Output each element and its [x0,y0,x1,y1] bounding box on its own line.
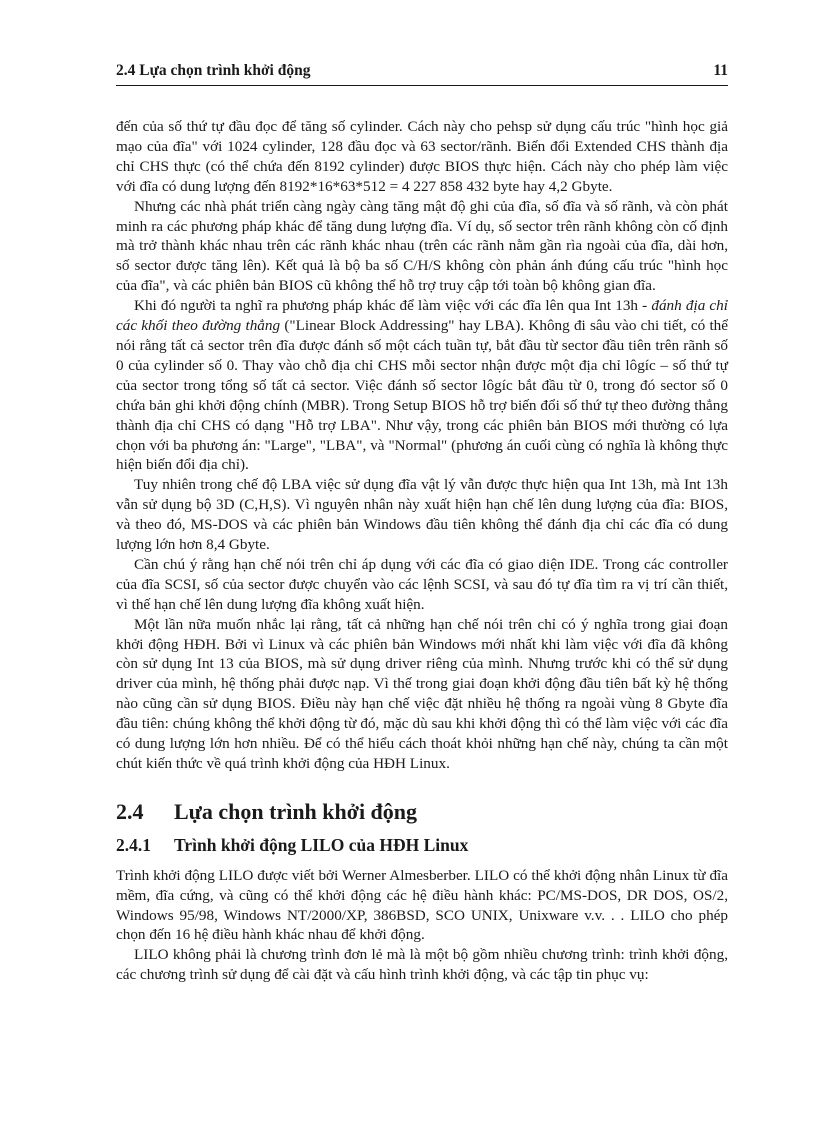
paragraph-1: đến của số thứ tự đầu đọc để tăng số cylinder. Cách này cho pehsp sử dụng cấu trúc "hình học giả mạo của đĩa" với 1024 cylinder, 128 đầu đọc và 63 sector/rãnh. Biến đổi Extended CHS thành địa chỉ CHS thực (có thể chứa đến 8192 cylinder) được BIOS thực hiện. Cách này cho phép làm việc với đĩa có dung lượng đến 8192*16*63*512 = 4 227 858 432 byte hay 4,2 Gbyte. [116,118,728,195]
running-header [116,62,728,80]
paragraph-3-text-b: ("Linear Block Addressing" hay LBA). Không đi sâu vào chi tiết, có thể nói rằng tất cả sector trên đĩa được đánh số một cách tuần tự, bắt đầu từ sector đầu tiên trên rãnh số 0 của cylinder số 0. Thay vào chỗ địa chỉ CHS mỗi sector nhận được một địa chỉ lôgíc – số thứ tự của sector trong tổng số tất cả sector. Việc đánh số sector lôgíc bắt đầu từ 0, trong đó sector số 0 chứa bản ghi khởi động chính (MBR). Trong Setup BIOS hỗ trợ biến đổi số thứ tự theo đường thẳng thành địa chỉ CHS có dạng "Hỗ trợ LBA". Như vậy, trong các phiên bản BIOS mới thường có lựa chọn với ba phương án: "Large", "LBA", và "Normal" (phương án cuối cùng có nghĩa là không thực hiện biến đổi địa chỉ). [116,317,728,474]
paragraph-5: Cần chú ý rằng hạn chế nói trên chỉ áp dụng với các đĩa có giao diện IDE. Trong các controller của đĩa SCSI, số của sector được chuyển vào các lệnh SCSI, và sau đó tự đĩa tìm ra vị trí cần thiết, vì thế hạn chế lên dung lượng đĩa không xuất hiện. [116,555,728,613]
page-number: 11 [713,62,728,79]
paragraph-7: Trình khởi động LILO được viết bởi Werner Almesberber. LILO có thể khởi động nhân Linux từ đĩa mềm, đĩa cứng, và cũng có thể khởi động các hệ điều hành khác: PC/MS-DOS, DR DOS, OS/2, Windows 95/98, Windows NT/2000/XP, 386BSD, SCO UNIX, Unixware v.v. . . LILO cho phép chọn đến 16 hệ điều hành khác nhau để khởi động. [116,866,728,944]
running-header-title: 2.4 Lựa chọn trình khởi động [116,62,311,79]
paragraph-8: LILO không phải là chương trình đơn lẻ mà là một bộ gồm nhiều chương trình: trình khởi động, các chương trình sử dụng để cài đặt và cấu hình trình khởi động, và các tập tin phục vụ: [116,946,728,984]
paragraph-6: Một lần nữa muốn nhắc lại rằng, tất cả những hạn chế nói trên chỉ có ý nghĩa trong giai đoạn khởi động HĐH. Bởi vì Linux và các phiên bản Windows mới nhất khi làm việc với đĩa đã không còn sử dụng Int 13 của BIOS, mà sử dụng driver riêng của mình. Nhưng trước khi có thể sử dụng driver của mình, hệ thống phải được nạp. Vì thế trong giai đoạn khởi động đầu tiên bất kỳ hệ thống nào cũng cần sử dụng BIOS. Điều này hạn chế việc đặt nhiều hệ thống ra ngoài vùng 8 Gbyte đĩa đầu tiên: chúng không thể khởi động từ đó, mặc dù sau khi khởi động thì có thể làm việc với các đĩa có dung lượng lớn hơn nhiều. Để có thể hiểu cách thoát khỏi những hạn chế này, chúng ta cần một chút kiến thức về quá trình khởi động của HĐH Linux. [116,615,728,772]
paragraph-3-text-a: Khi đó người ta nghĩ ra phương pháp khác để làm việc với các đĩa lên qua Int 13h - [134,297,652,315]
paragraph-3 [116,296,728,475]
section-heading [116,798,728,824]
subsection-number: 2.4.1 [116,834,151,855]
subsection-heading [116,836,728,856]
paragraph-2: Nhưng các nhà phát triển càng ngày càng tăng mật độ ghi của đĩa, số đĩa và số rãnh, và còn phát minh ra các phương pháp khác để tăng dung lượng đĩa. Ví dụ, số sector trên rãnh không còn cố định mà trở thành khác nhau trên các rãnh khác nhau (trên các rãnh nằm gần rìa ngoài của đĩa, dài hơn, số sector được tăng lên). Kết quả là bộ ba số C/H/S không còn phản ánh đúng cấu trúc "hình học của đĩa", và các phiên bản BIOS cũ không thể hỗ trợ truy cập tới toàn bộ không gian đĩa. [116,197,728,295]
page-body [116,117,728,985]
section-number: 2.4 [116,798,144,824]
paragraph-3-italic-term: đánh địa chỉ các khối theo đường thẳng [116,297,728,335]
subsection-title: Trình khởi động LILO của HĐH Linux [174,834,469,855]
header-rule [116,85,728,86]
paragraph-4: Tuy nhiên trong chế độ LBA việc sử dụng đĩa vật lý vẫn được thực hiện qua Int 13h, mà Int 13h vẫn sử dụng bộ 3D (C,H,S). Vì nguyên nhân này xuất hiện hạn chế lên dung lượng của đĩa: BIOS, và theo đó, MS-DOS và các phiên bản Windows đầu tiên không thể đánh địa chỉ các đĩa có dung lượng lớn hơn 8,4 Gbyte. [116,476,728,554]
section-title: Lựa chọn trình khởi động [174,798,418,824]
